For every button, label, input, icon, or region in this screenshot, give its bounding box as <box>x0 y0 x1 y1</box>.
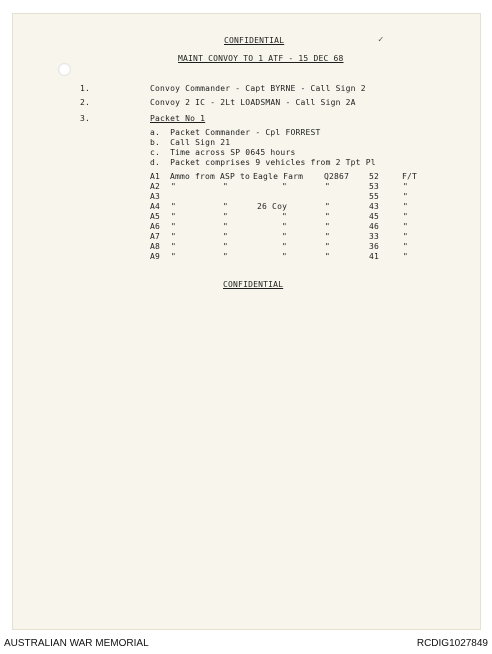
vehicle-cargo: Ammo <box>170 172 191 181</box>
vehicle-location: " <box>223 232 229 241</box>
vehicle-number: 33 <box>369 232 380 241</box>
vehicle-grid: " <box>325 252 331 261</box>
confidential-footer-mark: CONFIDENTIAL <box>223 280 284 289</box>
vehicle-type: " <box>403 202 409 211</box>
vehicle-number: 45 <box>369 212 380 221</box>
vehicle-cargo: " <box>171 202 177 211</box>
vehicle-destination: " <box>282 222 288 231</box>
vehicle-location: ASP <box>220 172 236 181</box>
vehicle-location: " <box>223 202 229 211</box>
sub-item-b: b. Call Sign 21 <box>150 138 231 147</box>
vehicle-number: 55 <box>369 192 380 201</box>
vehicle-type: " <box>403 252 409 261</box>
vehicle-cargo: " <box>171 232 177 241</box>
vehicle-destination: Eagle Farm <box>253 172 304 181</box>
archive-credit: AUSTRALIAN WAR MEMORIAL <box>4 638 149 649</box>
vehicle-type: " <box>403 182 409 191</box>
item-2-text: Convoy 2 IC - 2Lt LOADSMAN - Call Sign 2A <box>150 98 356 107</box>
vehicle-type: " <box>403 212 409 221</box>
vehicle-type: " <box>403 242 409 251</box>
vehicle-location: " <box>223 222 229 231</box>
vehicle-id: A2 <box>150 182 161 191</box>
vehicle-cargo: " <box>171 182 177 191</box>
vehicle-id: A5 <box>150 212 161 221</box>
item-1-text: Convoy Commander - Capt BYRNE - Call Sign 2 <box>150 84 366 93</box>
confidential-header: CONFIDENTIAL <box>224 36 285 45</box>
vehicle-grid: " <box>325 232 331 241</box>
vehicle-destination: 26 Coy <box>257 202 288 211</box>
vehicle-location: " <box>223 182 229 191</box>
vehicle-number: 41 <box>369 252 380 261</box>
vehicle-type: " <box>403 222 409 231</box>
item-3-number: 3. <box>80 114 91 123</box>
vehicle-id: A1 <box>150 172 161 181</box>
vehicle-type: " <box>403 192 409 201</box>
vehicle-grid: Q2867 <box>324 172 350 181</box>
vehicle-from: from <box>195 172 216 181</box>
vehicle-cargo: " <box>171 242 177 251</box>
vehicle-grid: " <box>325 242 331 251</box>
sub-item-c: c. Time across SP 0645 hours <box>150 148 296 157</box>
item-3-text: Packet No 1 <box>150 114 206 123</box>
vehicle-destination: " <box>282 252 288 261</box>
sub-item-a: a. Packet Commander - Cpl FORREST <box>150 128 321 137</box>
vehicle-number: 53 <box>369 182 380 191</box>
document-title: MAINT CONVOY TO 1 ATF - 15 DEC 68 <box>178 54 344 63</box>
vehicle-cargo: " <box>171 222 177 231</box>
vehicle-location: " <box>223 252 229 261</box>
vehicle-destination: " <box>282 212 288 221</box>
vehicle-id: A4 <box>150 202 161 211</box>
tick-mark: ✓ <box>378 35 384 45</box>
vehicle-grid: " <box>325 182 331 191</box>
vehicle-grid: " <box>325 212 331 221</box>
item-2-number: 2. <box>80 98 91 107</box>
vehicle-grid: " <box>325 222 331 231</box>
vehicle-destination: " <box>282 182 288 191</box>
vehicle-destination: " <box>282 242 288 251</box>
vehicle-id: A3 <box>150 192 161 201</box>
item-1-number: 1. <box>80 84 91 93</box>
archive-id: RCDIG1027849 <box>416 638 488 649</box>
vehicle-number: 46 <box>369 222 380 231</box>
punch-hole <box>58 63 71 76</box>
vehicle-grid: " <box>325 202 331 211</box>
vehicle-cargo: " <box>171 252 177 261</box>
vehicle-number: 36 <box>369 242 380 251</box>
vehicle-id: A6 <box>150 222 161 231</box>
vehicle-number: 43 <box>369 202 380 211</box>
vehicle-to: to <box>240 172 251 181</box>
vehicle-id: A9 <box>150 252 161 261</box>
vehicle-number: 52 <box>369 172 380 181</box>
vehicle-location: " <box>223 242 229 251</box>
vehicle-type: F/T <box>402 172 418 181</box>
vehicle-id: A8 <box>150 242 161 251</box>
vehicle-id: A7 <box>150 232 161 241</box>
sub-item-d: d. Packet comprises 9 vehicles from 2 Tpt Pl <box>150 158 376 167</box>
vehicle-destination: " <box>282 232 288 241</box>
vehicle-cargo: " <box>171 212 177 221</box>
vehicle-type: " <box>403 232 409 241</box>
vehicle-location: " <box>223 212 229 221</box>
